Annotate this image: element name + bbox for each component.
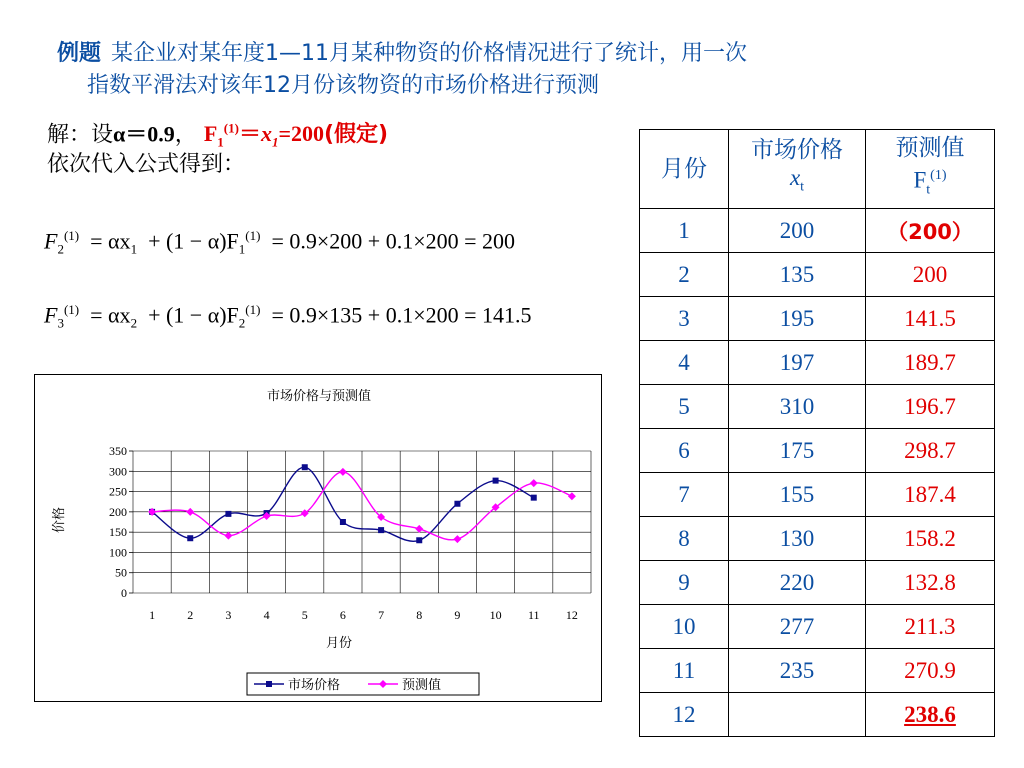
cell-price: 200	[729, 209, 866, 253]
y-tick-label: 50	[115, 565, 127, 580]
table-row	[640, 693, 995, 737]
forecast-point	[224, 532, 232, 540]
table-row	[640, 605, 995, 649]
x-sub: 1	[271, 134, 279, 150]
formula-lhs: F	[44, 302, 58, 328]
x-symbol: x	[260, 121, 272, 147]
substitution-text: 依次代入公式得到：	[47, 152, 246, 177]
cell-forecast: 270.9	[866, 649, 995, 693]
cell-price: 175	[729, 429, 866, 473]
header-price	[729, 130, 866, 209]
table-row	[640, 297, 995, 341]
formula-f2	[44, 228, 515, 258]
x-tick-label: 1	[149, 608, 156, 622]
cell-month: 9	[640, 561, 729, 605]
example-tag: 例题	[57, 41, 102, 66]
market-price-point	[531, 495, 537, 501]
alpha-value: α＝0.9	[113, 121, 175, 147]
formula-lhs: F	[44, 228, 58, 254]
cell-month: 6	[640, 429, 729, 473]
cell-forecast: 187.4	[866, 473, 995, 517]
x-tick-label: 11	[527, 608, 540, 622]
header-forecast	[866, 130, 995, 209]
y-tick-label: 200	[109, 504, 127, 519]
cell-month: 10	[640, 605, 729, 649]
chart-canvas	[35, 375, 603, 703]
market-price-point	[340, 519, 346, 525]
table-row	[640, 209, 995, 253]
f-sub: 1	[217, 134, 224, 150]
market-price-point	[378, 527, 384, 533]
cell-month: 4	[640, 341, 729, 385]
cell-forecast: 238.6	[866, 693, 995, 737]
formula-term2: + (1 − α)F	[148, 302, 239, 328]
formula-term1: = αx	[90, 302, 131, 328]
formula-lhs-sup: (1)	[63, 302, 80, 317]
header-price-sub: t	[800, 179, 805, 195]
table-header-row	[640, 130, 995, 209]
x-tick-label: 3	[225, 608, 232, 622]
cell-month: 8	[640, 517, 729, 561]
forecast-point	[568, 492, 576, 500]
legend-market-label: 市场价格	[288, 677, 341, 692]
x-tick-label: 2	[187, 608, 194, 622]
formula-term2-sup: (1)	[245, 302, 261, 317]
y-tick-label: 0	[121, 586, 127, 600]
market-price-point	[416, 537, 422, 543]
header-price-label: 市场价格	[751, 137, 843, 163]
formula-term2: + (1 − α)F	[148, 228, 239, 254]
x-tick-label: 4	[263, 608, 270, 622]
problem-line-2: 指数平滑法对该年12月份该物资的市场价格进行预测	[87, 73, 599, 98]
f-sup: (1)	[223, 121, 239, 136]
formula-term2-sup: (1)	[245, 228, 261, 243]
table-row	[640, 517, 995, 561]
y-axis-label: 价格	[51, 506, 66, 534]
formula-term1-sub: 1	[130, 241, 138, 257]
table-row	[640, 429, 995, 473]
x-tick-label: 6	[339, 608, 346, 622]
table-row	[640, 341, 995, 385]
cell-price: 197	[729, 341, 866, 385]
assumption-note: (假定)	[324, 122, 389, 148]
cell-month: 3	[640, 297, 729, 341]
y-tick-label: 300	[109, 464, 127, 479]
f-symbol: F	[203, 121, 218, 147]
cell-forecast: 132.8	[866, 561, 995, 605]
cell-month: 12	[640, 693, 729, 737]
cell-price: 277	[729, 605, 866, 649]
x-axis-label: 月份	[325, 635, 353, 650]
cell-price: 155	[729, 473, 866, 517]
cell-forecast: 189.7	[866, 341, 995, 385]
x-tick-label: 5	[301, 608, 308, 622]
cell-forecast: （200）	[866, 209, 995, 253]
y-tick-label: 100	[109, 545, 127, 560]
chart-legend	[247, 673, 479, 695]
cell-price: 135	[729, 253, 866, 297]
cell-month: 1	[640, 209, 729, 253]
formula-term1-sub: 2	[130, 315, 138, 331]
header-forecast-sub: t	[926, 182, 931, 198]
cell-price: 310	[729, 385, 866, 429]
formula-rhs: = 0.9×200 + 0.1×200 = 200	[271, 228, 516, 254]
forecast-point	[186, 508, 194, 516]
market-price-point	[454, 501, 460, 507]
initial-assumption	[203, 121, 389, 150]
formula-f3	[44, 302, 532, 332]
formula-rhs: = 0.9×135 + 0.1×200 = 141.5	[271, 302, 532, 328]
formula-term2-sub: 2	[238, 315, 246, 331]
formula-lhs-sub: 3	[57, 315, 64, 331]
formula-term2-sub: 1	[238, 241, 246, 257]
table-row	[640, 253, 995, 297]
chart-title: 市场价格与预测值	[266, 388, 372, 403]
cell-price: 195	[729, 297, 866, 341]
table-row	[640, 385, 995, 429]
cell-month: 7	[640, 473, 729, 517]
legend-forecast-label: 预测值	[402, 677, 442, 692]
cell-forecast: 200	[866, 253, 995, 297]
y-tick-label: 150	[109, 525, 127, 540]
cell-forecast: 211.3	[866, 605, 995, 649]
formula-lhs-sub: 2	[57, 241, 64, 257]
cell-forecast: 158.2	[866, 517, 995, 561]
x-tick-label: 7	[378, 608, 385, 622]
cell-price	[729, 693, 866, 737]
cell-price: 235	[729, 649, 866, 693]
header-forecast-sup: (1)	[930, 167, 947, 183]
header-month: 月份	[640, 130, 729, 209]
header-forecast-symbol: F	[913, 167, 927, 193]
cell-forecast: 298.7	[866, 429, 995, 473]
forecast-point	[415, 525, 423, 533]
table-row	[640, 473, 995, 517]
legend-market-marker	[266, 681, 272, 687]
market-price-point	[225, 511, 231, 517]
x-tick-label: 9	[454, 608, 461, 622]
eq-value: =200	[278, 121, 324, 147]
header-price-symbol: x	[789, 165, 801, 191]
cell-month: 11	[640, 649, 729, 693]
market-price-point	[187, 535, 193, 541]
header-forecast-label: 预测值	[895, 134, 965, 160]
comma: ，	[174, 122, 197, 148]
eq-sign: ＝	[238, 121, 261, 147]
x-tick-label: 12	[565, 608, 578, 622]
formula-term1: = αx	[90, 228, 131, 254]
table-row	[640, 561, 995, 605]
market-price-point	[302, 464, 308, 470]
y-tick-label: 250	[109, 484, 127, 499]
x-tick-label: 8	[416, 608, 423, 622]
forecast-table	[639, 129, 995, 737]
cell-month: 2	[640, 253, 729, 297]
forecast-point	[453, 535, 461, 543]
table-row	[640, 649, 995, 693]
x-tick-label: 10	[489, 608, 502, 622]
cell-price: 220	[729, 561, 866, 605]
cell-price: 130	[729, 517, 866, 561]
y-tick-label: 350	[109, 444, 127, 458]
problem-line-1: 某企业对某年度1—11月某种物资的价格情况进行了统计，用一次	[111, 41, 748, 66]
line-chart	[34, 374, 602, 702]
forecast-point	[339, 468, 347, 476]
forecast-point	[530, 479, 538, 487]
solution-prefix: 解：设	[47, 122, 114, 148]
cell-forecast: 141.5	[866, 297, 995, 341]
problem-statement	[57, 38, 957, 102]
cell-month: 5	[640, 385, 729, 429]
formula-lhs-sup: (1)	[63, 228, 80, 243]
cell-forecast: 196.7	[866, 385, 995, 429]
market-price-point	[493, 478, 499, 484]
